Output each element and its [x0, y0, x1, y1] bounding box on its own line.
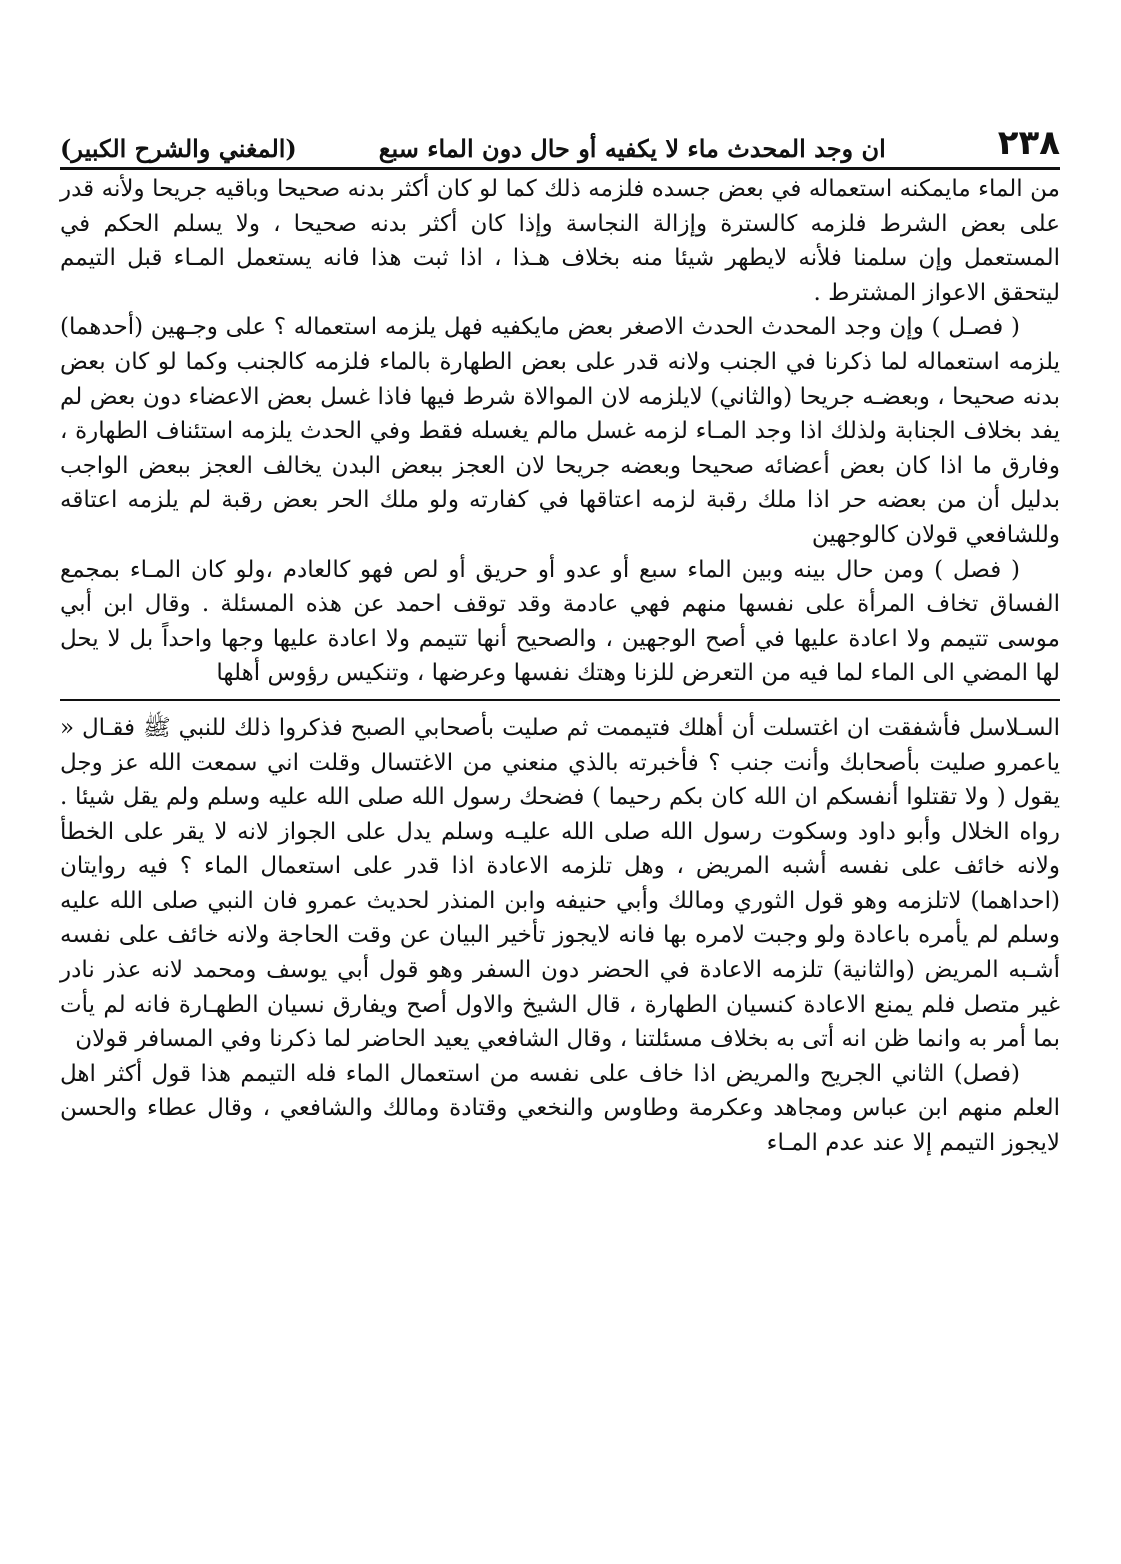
main-text	[60, 170, 1060, 691]
paragraph: (فصل) الثاني الجريح والمريض اذا خاف على نفسه من استعمال الماء فله التيمم هذا قول أكثر اهل العلم منهم ابن عباس ومجاهد وعكرمة وطاوس والنخعي وقتادة ومالك والشافعي ، وقال عطاء والحسن لايجوز التيمم إلا عند عدم المـاء	[60, 1060, 1060, 1157]
page-number: ٢٣٨	[997, 123, 1060, 163]
paragraph: من الماء مايمكنه استعماله في بعض جسده فلزمه ذلك كما لو كان أكثر بدنه صحيحا وباقيه جريحا ولأنه قدر على بعض الشرط فلزمه كالسترة وإزالة النجاسة وإذا كان أكثر بدنه صحيحا ، ولا يسلم الحكم في المستعمل وإن سلمنا فلأنه لايطهر شيئا منه بخلاف هـذا ، اذا ثبت هذا فانه يستعمل المـاء قبل التيمم ليتحقق الاعواز المشترط .	[60, 176, 1061, 306]
paragraph: ( فصل ) ومن حال بينه وبين الماء سبع أو عدو أو حريق أو لص فهو كالعادم ،ولو كان المـاء بمجمع الفساق تخاف المرأة على نفسها منهم فهي عادمة وقد توقف احمد عن هذه المسئلة . وقال ابن أبي موسى تتيمم ولا اعادة عليها في أصح الوجهين ، والصحيح أنها تتيمم ولا اعادة عليها وجها واحداً بل لا يحل لها المضي الى الماء لما فيه من التعرض للزنا وهتك نفسها وعرضها ، وتنكيس رؤوس أهلها	[60, 556, 1060, 687]
book-title: (المغني والشرح الكبير)	[60, 134, 297, 163]
paragraph: ( فصـل ) وإن وجد المحدث الحدث الاصغر بعض مايكفيه فهل يلزمه استعماله ؟ على وجـهين (أحدهما) يلزمه استعماله لما ذكرنا في الجنب ولانه قدر على بعض الطهارة بالماء فلزمه كالجنب وكما لو كان بعض بدنه صحيحا ، وبعضـه جريحا (والثاني) لايلزمه لان الموالاة شرط فيها فاذا غسل بعض الاعضاء دون بعض لم يفد بخلاف الجنابة ولذلك اذا وجد المـاء لزمه غسل مالم يغسله فقط وفي الحدث يلزمه استئناف الطهارة ، وفارق ما اذا كان بعض أعضائه صحيحا وبعضه جريحا لان العجز ببعض البدن يخالف العجز ببعض الواجب بدليل أن من بعضه حر اذا ملك رقبة لزمه اعتاقها في كفارته ولو ملك الحر بعض رقبة لم يلزمه اعتاقه وللشافعي قولان كالوجهين	[60, 314, 1060, 548]
paragraph: السـلاسل فأشفقت ان اغتسلت أن أهلك فتيممت ثم صليت بأصحابي الصبح فذكروا ذلك للنبي ﷺ فقـال « ياعمرو صليت بأصحابك وأنت جنب ؟ فأخبرته بالذي منعني من الاغتسال وقلت اني سمعت الله عز وجل يقول ( ولا تقتلوا أنفسكم ان الله كان بكم رحيما ) فضحك رسول الله صلى الله عليه وسلم ولم يقل شيئا . رواه الخلال وأبو داود وسكوت رسول الله صلى الله عليـه وسلم يدل على الجواز لانه لا يقر على الخطأ ولانه خائف على نفسه أشبه المريض ، وهل تلزمه الاعادة اذا قدر على استعمال الماء ؟ فيه روايتان (احداهما) لاتلزمه وهو قول الثوري ومالك وأبي حنيفه وابن المنذر لحديث عمرو فان النبي صلى الله عليه وسلم لم يأمره باعادة ولو وجبت لامره بها فانه لايجوز تأخير البيان عن وقت الحاجة ولانه خائف على نفسه أشـبه المريض (والثانية) تلزمه الاعادة في الحضر دون السفر وهو قول أبي يوسف ومحمد لانه عذر نادر غير متصل فلم يمنع الاعادة كنسيان الطهارة ، قال الشيخ والاول أصح ويفارق نسيان الطهـارة فانه لم يأت بما أمر به وانما ظن انه أتى به بخلاف مسئلتنا ، وقال الشافعي يعيد الحاضر لما ذكرنا وفي المسافر قولان	[60, 714, 1060, 1053]
page-header	[60, 118, 1060, 170]
running-title: ان وجد المحدث ماء لا يكفيه أو حال دون الماء سبع	[378, 134, 886, 163]
commentary-text	[60, 711, 1060, 1161]
book-page	[60, 118, 1060, 1538]
section-divider	[60, 699, 1060, 701]
